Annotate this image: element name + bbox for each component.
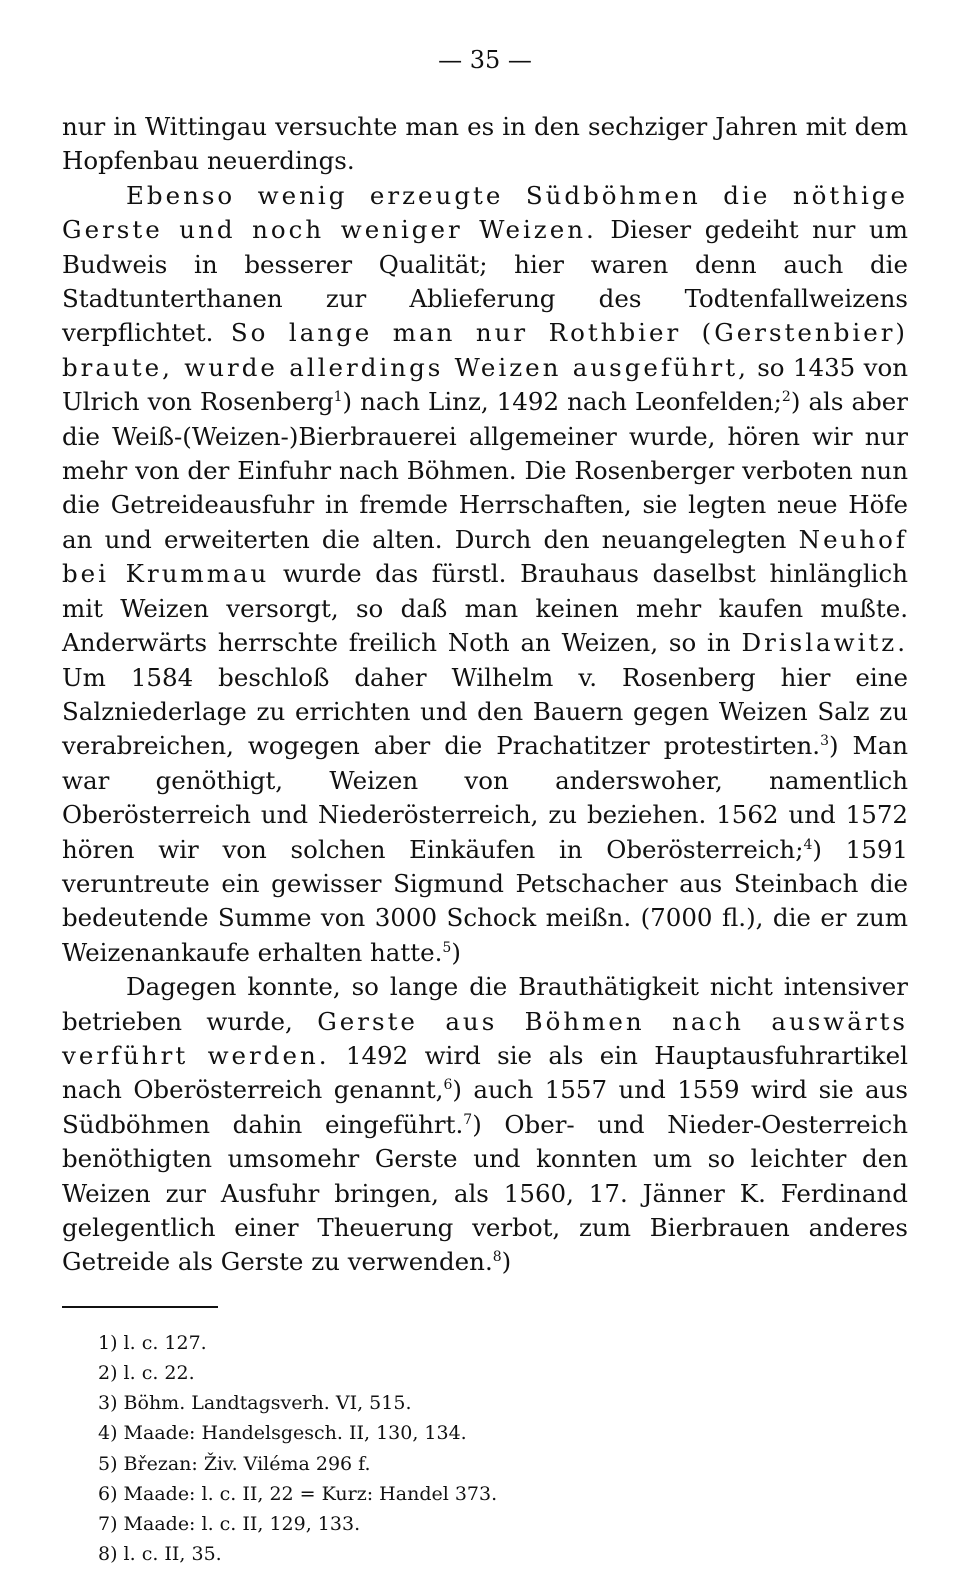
- emphasized-text: Ebenso wenig erzeugte Südböhmen die nöthige Gerste und noch weniger Weizen.: [62, 180, 908, 245]
- page-number: — 35 —: [438, 46, 532, 74]
- text-segment: wurde das fürstl. Brauhaus daselbst hinlänglich mit Weizen versorgt, so daß man keinen mehr kaufen mußte. Anderwärts herrschte freilich Noth an Weizen, so in: [62, 559, 908, 658]
- text-segment: ) als aber die Weiß-(Weizen-)Bierbrauerei allgemeiner wurde, hören wir nur mehr von der Einfuhr nach Böhmen. Die Rosenberger verboten nun die Getreideausfuhr in fremde Herrschaften, sie legten neue Höfe an und erweiterten die alten. Durch den neuangelegten: [62, 387, 908, 554]
- footnote-ref: 4: [803, 836, 813, 853]
- footnote-ref: 5: [442, 939, 452, 956]
- text-segment: 1492 wird sie als ein Hauptausfuhrartikel nach Oberösterreich genannt,: [62, 1040, 908, 1105]
- footnote: 4) Maade: Handelsgesch. II, 130, 134.: [98, 1422, 467, 1445]
- text-segment: ) auch 1557 und 1559 wird sie aus Südböhmen dahin eingeführt.: [62, 1075, 908, 1139]
- paragraph-2: [62, 179, 908, 970]
- text-segment: ) nach Linz, 1492 nach Leonfelden;: [342, 387, 782, 417]
- text-segment: ) 1591 veruntreute ein gewisser Sigmund Petschacher aus Steinbach die bedeutende Summe von 3000 Schock meißn. (7000 fl.), die er zum Weizenankaufe erhalten hatte.: [62, 834, 908, 967]
- footnote-ref: 3: [820, 733, 829, 750]
- footnote: 7) Maade: l. c. II, 129, 133.: [98, 1513, 361, 1536]
- footnote: 8) l. c. II, 35.: [98, 1543, 222, 1566]
- main-text: [62, 110, 908, 1280]
- text-segment: ) Man war genöthigt, Weizen von anderswoher, namentlich Oberösterreich und Niederösterreich, zu beziehen. 1562 und 1572 hören wir von solchen Einkäufen in Oberösterreich;: [62, 731, 908, 864]
- emphasized-text: Gerste aus Böhmen nach auswärts verführt werden.: [62, 1006, 909, 1070]
- text-segment: ) Ober- und Nieder-Oesterreich benöthigten umsomehr Gerste und konnten um so leichter den Weizen zur Ausfuhr bringen, als 1560, 17. Jänner K. Ferdinand gelegentlich einer Theuerung verbot, zum Bierbrauen anderes Getreide als Gerste zu verwenden.: [62, 1109, 908, 1277]
- footnote: 3) Böhm. Landtagsverh. VI, 515.: [98, 1392, 412, 1415]
- footnote-ref: 2: [781, 389, 791, 406]
- footnote: 6) Maade: l. c. II, 22 = Kurz: Handel 373.: [98, 1482, 498, 1505]
- text-segment: Dagegen konnte, so lange die Brauthätigkeit nicht intensiver betrieben wurde,: [62, 972, 908, 1036]
- emphasized-text: Drislawitz.: [741, 628, 908, 658]
- footnote: 5) Březan: Živ. Viléma 296 f.: [98, 1452, 371, 1475]
- footnote-ref: 8: [492, 1249, 502, 1266]
- paragraph-1: [62, 110, 908, 179]
- text-segment: Dieser gedeiht nur um Budweis in besserer Qualität; hier waren denn auch die Stadtunterthanen zur Ablieferung des Todtenfallweizens verpflichtet.: [62, 215, 908, 348]
- footnote-separator: [62, 1306, 218, 1308]
- text-segment: nur in Wittingau versuchte man es in den sechziger Jahren mit dem Hopfenbau neuerdings.: [62, 112, 908, 176]
- footnote-ref: 7: [463, 1111, 473, 1128]
- emphasized-text: Neuhof bei Krummau: [62, 524, 908, 589]
- text-segment: ): [501, 1247, 512, 1277]
- footnote: 1) l. c. 127.: [98, 1331, 207, 1354]
- paragraph-3: [62, 970, 908, 1280]
- footnotes-list: [98, 1328, 908, 1569]
- footnote-ref: 1: [333, 389, 343, 406]
- text-segment: so 1435 von Ulrich von Rosenberg: [62, 352, 908, 417]
- footnote-ref: 6: [443, 1077, 453, 1094]
- emphasized-text: So lange man nur Rothbier (Gerstenbier) braute, wurde allerdings Weizen ausgeführt,: [62, 318, 908, 382]
- text-segment: Um 1584 beschloß daher Wilhelm v. Rosenberg hier eine Salzniederlage zu errichten und den Bauern gegen Weizen Salz zu verabreichen, wogegen aber die Prachatitzer protestirten.: [62, 662, 908, 761]
- footnote: 2) l. c. 22.: [98, 1362, 195, 1385]
- text-segment: ): [451, 937, 461, 967]
